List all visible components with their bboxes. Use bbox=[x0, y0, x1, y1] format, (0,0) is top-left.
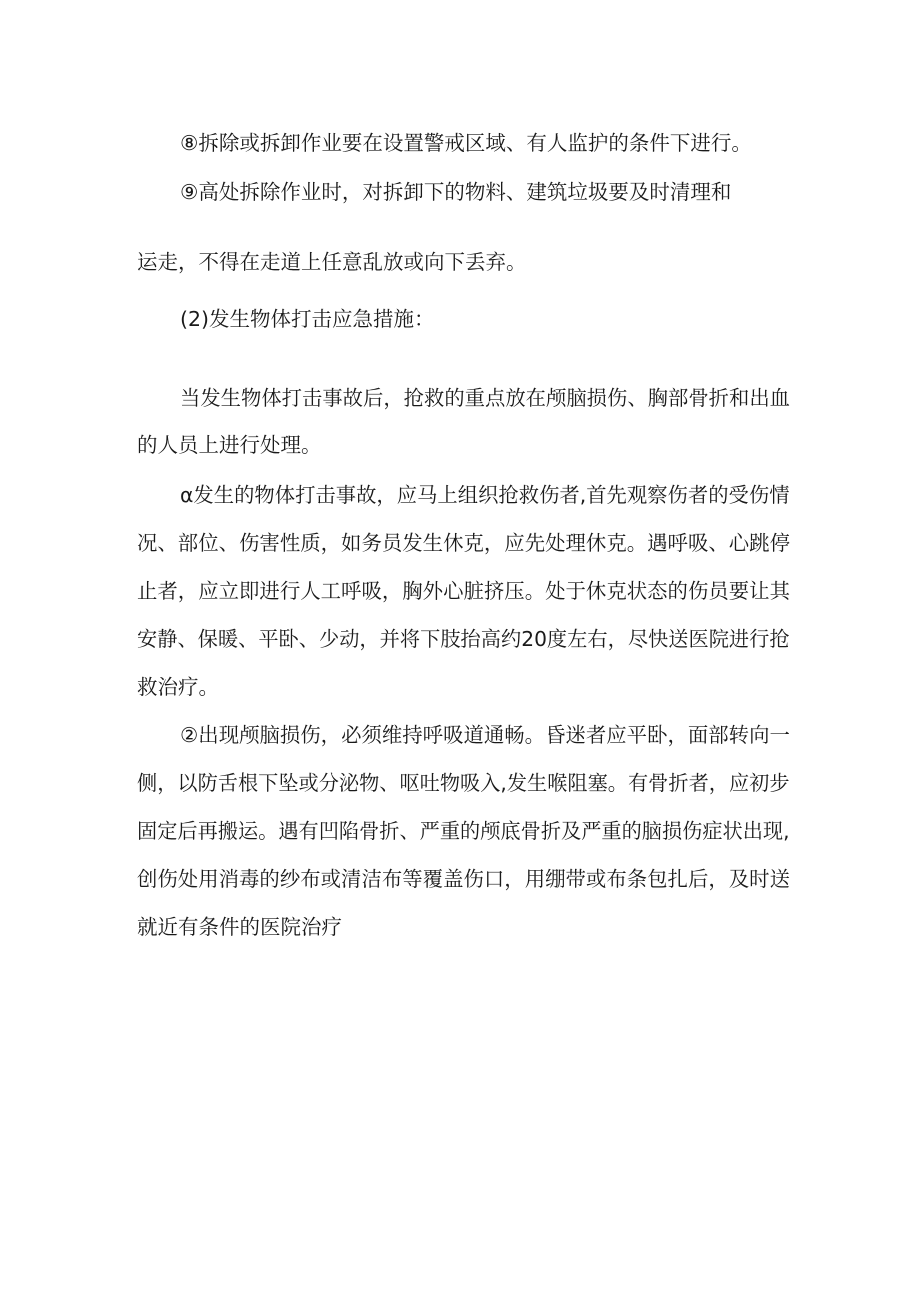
text-line: α发生的物体打击事故，应马上组织抢救伤者,首先观察伤者的受伤情 bbox=[180, 483, 790, 507]
text-line: 的人员上进行处理。 bbox=[137, 433, 322, 457]
section-heading: (2)发生物体打击应急措施： bbox=[180, 307, 435, 331]
text-line: 运走，不得在走道上任意乱放或向下丢弃。 bbox=[137, 250, 527, 274]
text-line: 就近有条件的医院治疗 bbox=[137, 915, 342, 939]
text-line: 侧，以防舌根下坠或分泌物、呕吐物吸入,发生喉阻塞。有骨折者，应初步 bbox=[137, 771, 790, 795]
text-line: 安静、保暖、平卧、少动，并将下肢抬高约20度左右，尽快送医院进行抢 bbox=[137, 627, 790, 651]
text-line: ②出现颅脑损伤，必须维持呼吸道通畅。昏迷者应平卧，面部转向一 bbox=[180, 723, 790, 747]
text-line: 止者，应立即进行人工呼吸，胸外心脏挤压。处于休克状态的伤员要让其 bbox=[137, 579, 790, 603]
text-line: 况、部位、伤害性质，如务员发生休克，应先处理休克。遇呼吸、心跳停 bbox=[137, 531, 790, 555]
text-line: ⑧拆除或拆卸作业要在设置警戒区域、有人监护的条件下进行。 bbox=[180, 131, 752, 155]
text-line: 当发生物体打击事故后，抢救的重点放在颅脑损伤、胸部骨折和出血 bbox=[180, 386, 790, 410]
text-line: 救治疗。 bbox=[137, 675, 219, 699]
text-line: 创伤处用消毒的纱布或清洁布等覆盖伤口，用绷带或布条包扎后，及时送 bbox=[137, 867, 790, 891]
text-line: ⑨高处拆除作业时，对拆卸下的物料、建筑垃圾要及时清理和 bbox=[180, 180, 732, 204]
text-line: 固定后再搬运。遇有凹陷骨折、严重的颅底骨折及严重的脑损伤症状出现, bbox=[137, 819, 790, 843]
